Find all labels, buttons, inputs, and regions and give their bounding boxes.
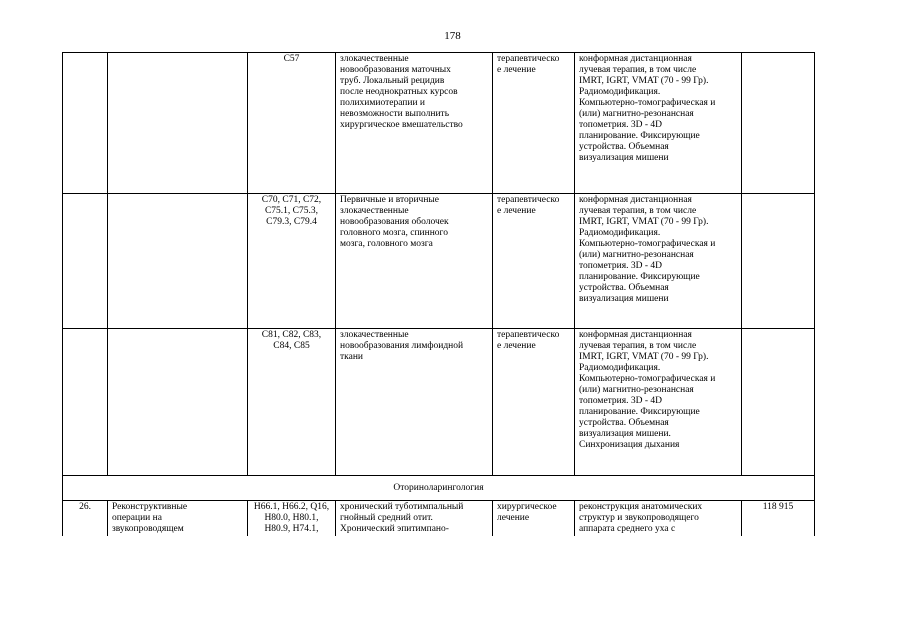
cell-text-line: C57 — [283, 54, 300, 64]
cell-text-line: H80.0, H80.1, — [264, 513, 319, 523]
service-name-cell — [108, 329, 248, 476]
cell-text-line: лучевая терапия, в том числе — [579, 206, 697, 216]
medical-services-table — [62, 52, 815, 536]
cell-text-line: C81, C82, C83, — [261, 330, 322, 340]
row-number-cell — [63, 53, 108, 194]
treatment-method-cell — [575, 329, 742, 476]
cell-text-line: е лечение — [497, 341, 536, 351]
page-number: 178 — [444, 30, 461, 42]
cell-text-line: устройства. Объемная — [579, 283, 669, 293]
cell-text-line: планирование. Фиксирующие — [579, 272, 700, 282]
cell-text-line: терапевтическо — [497, 195, 560, 205]
cell-text-line: новообразования лимфоидной — [340, 341, 464, 351]
cell-text-line: Синхронизация дыхания — [579, 440, 680, 450]
patient-model-cell — [336, 501, 493, 537]
section-row — [63, 476, 815, 501]
cell-text-line: Компьютерно-томографическая и — [579, 374, 716, 384]
cell-text-line: новообразования оболочек — [340, 217, 449, 227]
service-name-cell — [108, 501, 248, 537]
price-cell — [742, 53, 815, 194]
treatment-type-cell — [493, 194, 575, 329]
cell-text-line: труб. Локальный рецидив — [340, 76, 445, 86]
cell-text-line: топометрия. 3D - 4D — [579, 261, 663, 271]
table-row — [63, 53, 815, 194]
cell-text-line: мозга, головного мозга — [340, 239, 433, 249]
treatment-method-cell — [575, 194, 742, 329]
cell-text-line: Радиомодификация. — [579, 363, 661, 373]
cell-text-line: устройства. Объемная — [579, 418, 669, 428]
cell-text-line: терапевтическо — [497, 54, 560, 64]
cell-text-line: IMRT, IGRT, VMAT (70 - 99 Гр). — [579, 352, 709, 362]
price-cell: 118 915 — [742, 501, 815, 537]
service-name-cell — [108, 194, 248, 329]
cell-text-line: Хронический эпитимпано- — [340, 524, 449, 534]
cell-text-line: IMRT, IGRT, VMAT (70 - 99 Гр). — [579, 76, 709, 86]
cell-text-line: звукопроводящем — [112, 524, 184, 534]
price-cell — [742, 329, 815, 476]
cell-text-line: полихимиотерапии и — [340, 98, 426, 108]
icd-codes-cell — [248, 194, 336, 329]
table-row — [63, 194, 815, 329]
patient-model-cell — [336, 329, 493, 476]
cell-text-line: терапевтическо — [497, 330, 560, 340]
cell-text-line: визуализация мишени — [579, 294, 669, 304]
cell-text-line: (или) магнитно-резонансная — [579, 250, 694, 260]
table-row — [63, 501, 815, 537]
cell-text-line: злокачественные — [340, 54, 409, 64]
cell-text-line: аппарата среднего уха с — [579, 524, 676, 534]
cell-text-line: C75.1, C75.3, — [264, 206, 319, 216]
cell-text-line: ткани — [340, 352, 364, 362]
cell-text-line: Радиомодификация. — [579, 87, 661, 97]
price-cell — [742, 194, 815, 329]
cell-text-line: злокачественные — [340, 330, 409, 340]
cell-text-line: топометрия. 3D - 4D — [579, 120, 663, 130]
cell-text-line: хронический туботимпальный — [340, 502, 464, 512]
cell-text-line: визуализация мишени. — [579, 429, 671, 439]
cell-text-line: операции на — [112, 513, 162, 523]
row-number-cell — [63, 194, 108, 329]
row-number-cell: 26. — [63, 501, 108, 537]
cell-text-line: хирургическое — [497, 502, 557, 512]
cell-text-line: (или) магнитно-резонансная — [579, 385, 694, 395]
cell-text-line: реконструкция анатомических — [579, 502, 703, 512]
icd-codes-cell — [248, 501, 336, 537]
cell-text-line: структур и звукопроводящего — [579, 513, 699, 523]
section-title: Оториноларингология — [63, 476, 815, 501]
patient-model-cell — [336, 194, 493, 329]
cell-text-line: злокачественные — [340, 206, 409, 216]
cell-text-line: Первичные и вторичные — [340, 195, 440, 205]
treatment-method-cell — [575, 53, 742, 194]
cell-text-line: гнойный средний отит. — [340, 513, 433, 523]
cell-text-line: конформная дистанционная — [579, 330, 692, 340]
row-number-cell — [63, 329, 108, 476]
cell-text-line: новообразования маточных — [340, 65, 451, 75]
treatment-type-cell — [493, 501, 575, 537]
cell-text-line: C79.3, C79.4 — [266, 217, 317, 227]
cell-text-line: планирование. Фиксирующие — [579, 407, 700, 417]
treatment-method-cell — [575, 501, 742, 537]
cell-text-line: после неоднократных курсов — [340, 87, 458, 97]
cell-text-line: Компьютерно-томографическая и — [579, 239, 716, 249]
cell-text-line: топометрия. 3D - 4D — [579, 396, 663, 406]
icd-codes-cell — [248, 329, 336, 476]
cell-text-line: лучевая терапия, в том числе — [579, 65, 697, 75]
cell-text-line: C84, C85 — [273, 341, 310, 351]
treatment-type-cell — [493, 53, 575, 194]
cell-text-line: конформная дистанционная — [579, 54, 692, 64]
cell-text-line: устройства. Объемная — [579, 142, 669, 152]
cell-text-line: невозможности выполнить — [340, 109, 450, 119]
cell-text-line: IMRT, IGRT, VMAT (70 - 99 Гр). — [579, 217, 709, 227]
cell-text-line: H80.9, H74.1, — [264, 524, 319, 534]
service-name-cell — [108, 53, 248, 194]
treatment-type-cell — [493, 329, 575, 476]
cell-text-line: Реконструктивные — [112, 502, 188, 512]
cell-text-line: Компьютерно-томографическая и — [579, 98, 716, 108]
cell-text-line: визуализация мишени — [579, 153, 669, 163]
cell-text-line: (или) магнитно-резонансная — [579, 109, 694, 119]
cell-text-line: е лечение — [497, 206, 536, 216]
cell-text-line: лечение — [497, 513, 530, 523]
cell-text-line: Радиомодификация. — [579, 228, 661, 238]
icd-codes-cell — [248, 53, 336, 194]
cell-text-line: H66.1, H66.2, Q16, — [253, 502, 330, 512]
cell-text-line: лучевая терапия, в том числе — [579, 341, 697, 351]
cell-text-line: е лечение — [497, 65, 536, 75]
cell-text-line: планирование. Фиксирующие — [579, 131, 700, 141]
patient-model-cell — [336, 53, 493, 194]
cell-text-line: головного мозга, спинного — [340, 228, 448, 238]
cell-text-line: C70, C71, C72, — [261, 195, 322, 205]
cell-text-line: хирургическое вмешательство — [340, 120, 463, 130]
cell-text-line: конформная дистанционная — [579, 195, 692, 205]
table-row — [63, 329, 815, 476]
